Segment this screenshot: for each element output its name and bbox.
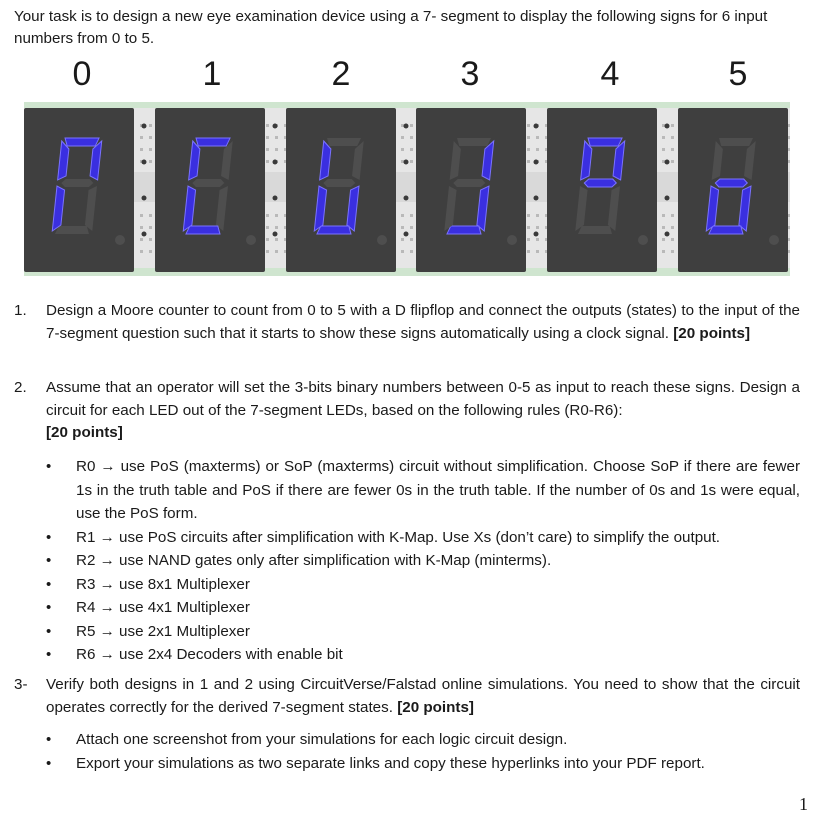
- question-3-text: Verify both designs in 1 and 2 using CircuitVerse/Falstad online simulations. You need to show that the circuit operates correctly for the derived 7-segment states.: [46, 676, 800, 716]
- breadboard-hole: [527, 214, 530, 217]
- breadboard-hole: [536, 250, 539, 253]
- breadboard-hole: [266, 238, 269, 241]
- breadboard-hole: [671, 238, 674, 241]
- pin-dot: [534, 232, 539, 237]
- question-3-bullets: [46, 728, 800, 775]
- breadboard-hole: [266, 136, 269, 139]
- question-2-points: [20 points]: [46, 424, 123, 441]
- seven-segment-display-2: [286, 108, 396, 272]
- pin-dot: [665, 196, 670, 201]
- question-2-text: Assume that an operator will set the 3-bits binary numbers between 0-5 as input to reach these signs. Design a circuit for each LED out of the 7-segment LEDs, based on the following rules (R0-R6):: [46, 379, 800, 419]
- breadboard-hole: [671, 226, 674, 229]
- decimal-point-display-2: [377, 235, 387, 245]
- breadboard-hole: [527, 238, 530, 241]
- segment-g-display-4: [584, 179, 617, 187]
- breadboard-hole: [662, 238, 665, 241]
- rule-item-r0: • R0 → use PoS (maxterms) or SoP (maxterms) circuit without simplification. Choose SoP if there are fewer 1s in the truth table and PoS if there are fewer 0s in the truth table. If the number of 0s and 1s were equal, use the PoS form.: [46, 455, 800, 526]
- segment-a-display-4: [587, 138, 622, 146]
- seven-segment-display-1: [155, 108, 265, 272]
- breadboard-hole: [788, 238, 790, 241]
- breadboard-hole: [275, 250, 278, 253]
- question-1-points: [20 points]: [673, 324, 751, 342]
- breadboard-hole: [275, 226, 278, 229]
- breadboard-hole: [266, 226, 269, 229]
- decimal-point-display-5: [769, 235, 779, 245]
- rule-item-r1: • R1 → use PoS circuits after simplification with K-Map. Use Xs (don’t care) to simplify the output.: [46, 526, 800, 550]
- breadboard-hole: [536, 148, 539, 151]
- segment-g-display-5: [715, 179, 748, 187]
- digit-label-2: 2: [331, 55, 351, 93]
- breadboard-hole: [140, 226, 143, 229]
- breadboard-hole: [527, 250, 530, 253]
- rule-item-r3: • R3 → use 8x1 Multiplexer: [46, 573, 800, 597]
- q3-bullet-screenshot: • Attach one screenshot from your simulations for each logic circuit design.: [46, 728, 800, 752]
- pin-dot: [273, 196, 278, 201]
- breadboard-hole: [149, 160, 152, 163]
- breadboard-hole: [275, 136, 278, 139]
- segment-a-display-1: [195, 138, 230, 146]
- segment-d-display-2: [317, 226, 352, 234]
- breadboard-hole: [671, 214, 674, 217]
- breadboard-hole: [662, 214, 665, 217]
- pin-dot: [273, 232, 278, 237]
- breadboard-hole: [788, 226, 790, 229]
- pin-dot: [534, 160, 539, 165]
- breadboard-hole: [662, 136, 665, 139]
- segment-d-display-1: [186, 226, 221, 234]
- pin-dot: [404, 196, 409, 201]
- decimal-point-display-1: [246, 235, 256, 245]
- breadboard-hole: [527, 124, 530, 127]
- breadboard-hole: [788, 124, 790, 127]
- breadboard-hole: [410, 214, 413, 217]
- digit-label-3: 3: [460, 55, 480, 93]
- segment-d-display-5: [709, 226, 744, 234]
- q3-bullet-links: • Export your simulations as two separate links and copy these hyperlinks into your PDF report.: [46, 752, 800, 776]
- breadboard-hole: [527, 148, 530, 151]
- breadboard-hole: [140, 238, 143, 241]
- seven-segment-display-0: [24, 108, 134, 272]
- pin-dot: [404, 124, 409, 129]
- breadboard-hole: [149, 124, 152, 127]
- breadboard-hole: [266, 160, 269, 163]
- breadboard-displays: [24, 102, 790, 276]
- digit-label-1: 1: [202, 55, 222, 93]
- breadboard-hole: [401, 160, 404, 163]
- seven-segment-display-3: [416, 108, 526, 272]
- question-2-number: 2.: [14, 379, 27, 396]
- breadboard-hole: [140, 214, 143, 217]
- pin-dot: [142, 124, 147, 129]
- breadboard-hole: [788, 160, 790, 163]
- digit-label-4: 4: [600, 55, 620, 93]
- breadboard-hole: [527, 226, 530, 229]
- breadboard-hole: [401, 214, 404, 217]
- question-1-text: Design a Moore counter to count from 0 to 5 with a D flipflop and connect the outputs (states) to the input of the 7-segment question such that it starts to show these signs automatically using a clock signal.: [46, 302, 800, 342]
- breadboard-hole: [149, 214, 152, 217]
- breadboard-hole: [410, 250, 413, 253]
- rules-list: [46, 455, 800, 667]
- breadboard-hole: [401, 226, 404, 229]
- question-3-points: [20 points]: [397, 698, 474, 716]
- intro-text: Your task is to design a new eye examination device using a 7- segment to display the following signs for 6 input numbers from 0 to 5.: [14, 8, 768, 47]
- breadboard-hole: [401, 136, 404, 139]
- pin-dot: [404, 160, 409, 165]
- question-3-number: 3-: [14, 676, 28, 693]
- breadboard-hole: [671, 148, 674, 151]
- segment-g-display-3: [453, 179, 486, 187]
- segment-a-display-0: [64, 138, 99, 146]
- breadboard-hole: [536, 136, 539, 139]
- breadboard-hole: [527, 136, 530, 139]
- breadboard-hole: [788, 136, 790, 139]
- breadboard-hole: [275, 214, 278, 217]
- question-2: [14, 377, 800, 445]
- breadboard-hole: [527, 160, 530, 163]
- breadboard-hole: [266, 214, 269, 217]
- rule-item-r6: • R6 → use 2x4 Decoders with enable bit: [46, 643, 800, 667]
- breadboard-hole: [662, 148, 665, 151]
- breadboard-hole: [662, 124, 665, 127]
- pin-dot: [665, 232, 670, 237]
- breadboard-hole: [149, 148, 152, 151]
- breadboard-hole: [788, 214, 790, 217]
- page-number: 1: [799, 794, 808, 814]
- seven-segment-display-image: [24, 102, 790, 276]
- breadboard-hole: [662, 160, 665, 163]
- question-3: [14, 674, 800, 719]
- pin-dot: [142, 196, 147, 201]
- breadboard-hole: [410, 238, 413, 241]
- decimal-point-display-0: [115, 235, 125, 245]
- rule-item-r2: • R2 → use NAND gates only after simplification with K-Map (minterms).: [46, 549, 800, 573]
- breadboard-hole: [401, 238, 404, 241]
- digit-label-0: 0: [72, 55, 92, 93]
- breadboard-hole: [275, 238, 278, 241]
- breadboard-hole: [140, 148, 143, 151]
- segment-d-display-0: [55, 226, 90, 234]
- breadboard-hole: [140, 250, 143, 253]
- breadboard-hole: [140, 136, 143, 139]
- pin-dot: [142, 160, 147, 165]
- breadboard-hole: [536, 238, 539, 241]
- breadboard-hole: [401, 250, 404, 253]
- breadboard-hole: [536, 226, 539, 229]
- pin-dot: [404, 232, 409, 237]
- segment-a-display-3: [456, 138, 491, 146]
- breadboard-hole: [671, 250, 674, 253]
- segment-a-display-2: [326, 138, 361, 146]
- decimal-point-display-3: [507, 235, 517, 245]
- top-rail: [24, 102, 790, 108]
- breadboard-hole: [410, 226, 413, 229]
- breadboard-hole: [266, 148, 269, 151]
- breadboard-hole: [149, 136, 152, 139]
- breadboard-hole: [536, 214, 539, 217]
- breadboard-hole: [788, 148, 790, 151]
- segment-g-display-2: [323, 179, 356, 187]
- bottom-rail: [24, 268, 790, 276]
- decimal-point-display-4: [638, 235, 648, 245]
- seven-segment-display-5: [678, 108, 788, 272]
- breadboard-hole: [410, 160, 413, 163]
- breadboard-hole: [266, 250, 269, 253]
- pin-dot: [273, 124, 278, 129]
- breadboard-hole: [662, 250, 665, 253]
- digit-label-5: 5: [728, 55, 748, 93]
- segment-a-display-5: [718, 138, 753, 146]
- pin-dot: [273, 160, 278, 165]
- pin-dot: [665, 160, 670, 165]
- breadboard-hole: [662, 226, 665, 229]
- pin-dot: [534, 196, 539, 201]
- breadboard-hole: [149, 238, 152, 241]
- segment-g-display-1: [192, 179, 225, 187]
- seven-segment-display-4: [547, 108, 657, 272]
- breadboard-hole: [149, 226, 152, 229]
- breadboard-hole: [149, 250, 152, 253]
- breadboard-hole: [671, 136, 674, 139]
- breadboard-hole: [410, 148, 413, 151]
- breadboard-hole: [671, 124, 674, 127]
- breadboard-hole: [275, 148, 278, 151]
- pin-dot: [534, 124, 539, 129]
- breadboard-hole: [788, 250, 790, 253]
- breadboard-hole: [410, 124, 413, 127]
- breadboard-hole: [410, 136, 413, 139]
- breadboard-hole: [266, 124, 269, 127]
- segment-d-display-4: [578, 226, 613, 234]
- breadboard-hole: [401, 148, 404, 151]
- rule-item-r4: • R4 → use 4x1 Multiplexer: [46, 596, 800, 620]
- segment-d-display-3: [447, 226, 482, 234]
- question-1: [14, 300, 800, 345]
- breadboard-hole: [671, 160, 674, 163]
- question-1-number: 1.: [14, 302, 27, 319]
- pin-dot: [142, 232, 147, 237]
- breadboard-hole: [401, 124, 404, 127]
- rule-item-r5: • R5 → use 2x1 Multiplexer: [46, 620, 800, 644]
- segment-g-display-0: [61, 179, 94, 187]
- pin-dot: [665, 124, 670, 129]
